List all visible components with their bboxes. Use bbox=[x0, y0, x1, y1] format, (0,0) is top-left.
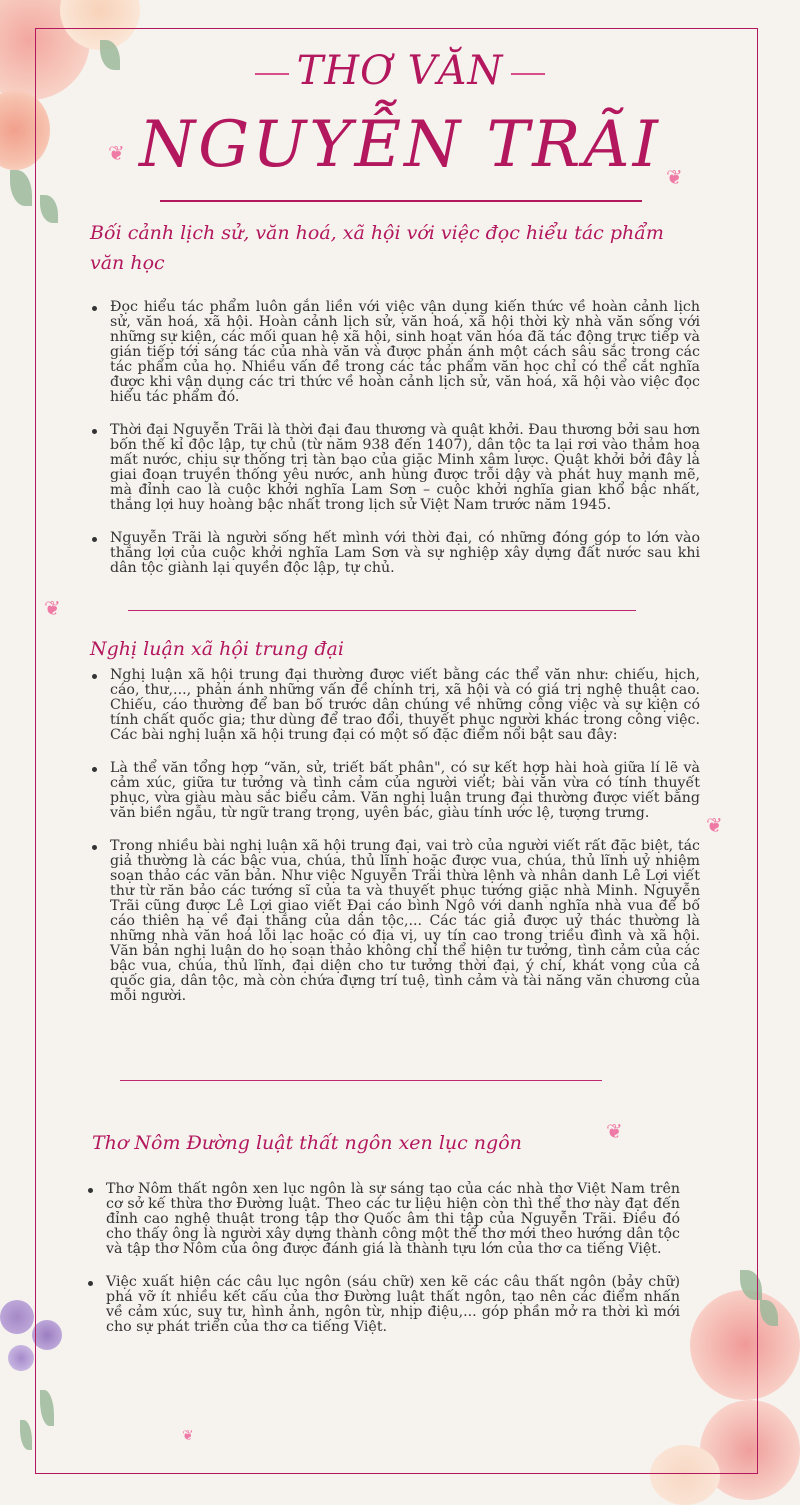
butterfly-icon: ❦ bbox=[706, 813, 723, 837]
section-poetry-list bbox=[84, 1182, 680, 1353]
page-title: NGUYỄN TRÃI bbox=[139, 108, 661, 182]
section-divider bbox=[120, 1080, 602, 1081]
butterfly-icon: ❦ bbox=[108, 141, 125, 165]
list-item: Nguyễn Trãi là người sống hết mình với thời đại, có những đóng góp to lớn vào thắng lợi của cuộc khởi nghĩa Lam Sơn và sự nghiệp xây dựng đất nước sau khi dân tộc giành lại quyền độc lập, tự chủ. bbox=[88, 531, 700, 576]
title-divider bbox=[160, 200, 642, 202]
list-item: Thời đại Nguyễn Trãi là thời đại đau thương và quật khởi. Đau thương bởi sau hơn bốn thế kỉ độc lập, tự chủ (từ năm 938 đến 1407), dân tộc ta lại rơi vào thảm hoạ mất nước, chịu sự thống trị tàn bạo của giặc Minh xâm lược. Quật khởi bởi đây là giai đoạn truyền thống yêu nước, anh hùng được trỗi dậy và phát huy mạnh mẽ, mà đỉnh cao là cuộc khởi nghĩa Lam Sơn – cuộc khởi nghĩa gian khổ bậc nhất, thắng lợi huy hoàng bậc nhất trong lịch sử Việt Nam trước năm 1945. bbox=[88, 423, 700, 513]
butterfly-icon: ❦ bbox=[44, 596, 61, 620]
list-item: Nghị luận xã hội trung đại thường được viết bằng các thể văn như: chiếu, hịch, cáo, thư,..., phản ánh những vấn đề chính trị, xã hội và có giá trị nghệ thuật cao. Chiếu, cáo thường để ban bố trước dân chúng về những công việc và sự kiện có tính chất quốc gia; thư dùng để trao đổi, thuyết phục người khác trong công việc. Các bài nghị luận xã hội trung đại có một số đặc điểm nổi bật sau đây: bbox=[88, 668, 700, 743]
list-item: Trong nhiều bài nghị luận xã hội trung đại, vai trò của người viết rất đặc biệt, tác giả thường là các bậc vua, chúa, thủ lĩnh hoặc được vua, chúa, thủ lĩnh uỷ nhiệm soạn thảo các văn bản. Như việc Nguyễn Trãi thừa lệnh và nhân danh Lê Lợi viết thư từ răn bảo các tướng sĩ của ta và thuyết phục tướng giặc nhà Minh. Nguyễn Trãi cũng được Lê Lợi giao viết Đại cáo bình Ngô với danh nghĩa nhà vua để bố cáo thiên hạ về đại thắng của dân tộc,... Các tác giả được uỷ thác thường là những nhà văn hoá lỗi lạc hoặc có địa vị, uy tín cao trong triều đình và xã hội. Văn bản nghị luận do họ soạn thảo không chỉ thể hiện tư tưởng, tình cảm của các bậc vua, chúa, thủ lĩnh, đại diện cho tư tưởng thời đại, ý chí, khát vọng của cả quốc gia, dân tộc, mà còn chứa đựng trí tuệ, tình cảm và tài năng văn chương của mỗi người. bbox=[88, 839, 700, 1004]
list-item: Thơ Nôm thất ngôn xen lục ngôn là sự sáng tạo của các nhà thơ Việt Nam trên cơ sở kế thừa thơ Đường luật. Theo các tư liệu hiện còn thì thể thơ này đạt đến đỉnh cao nghệ thuật trong tập thơ Quốc âm thi tập của Nguyễn Trãi. Điều đó cho thấy ông là người xây dựng thành công một thể thơ mới theo hướng dân tộc và tập thơ Nôm của ông được đánh giá là thành tựu lớn của thơ ca tiếng Việt. bbox=[84, 1182, 680, 1257]
section-divider bbox=[128, 610, 636, 611]
butterfly-icon: ❦ bbox=[182, 1428, 194, 1444]
section-heading-poetry: Thơ Nôm Đường luật thất ngôn xen lục ngôn bbox=[92, 1132, 522, 1154]
butterfly-icon: ❦ bbox=[606, 1119, 623, 1143]
butterfly-icon: ❦ bbox=[666, 165, 683, 189]
section-heading-essay: Nghị luận xã hội trung đại bbox=[90, 638, 344, 660]
title-line-1: THƠ VĂN bbox=[0, 48, 800, 94]
list-item: Là thể văn tổng hợp “văn, sử, triết bất phân", có sự kết hợp hài hoà giữa lí lẽ và cảm xúc, giữa tư tưởng và tình cảm của người viết; bài văn vừa có tính thuyết phục, vừa giàu màu sắc biểu cảm. Văn nghị luận trung đại thường được viết bằng văn biền ngẫu, từ ngữ trang trọng, uyên bác, giàu tính ước lệ, tượng trưng. bbox=[88, 761, 700, 821]
section-essay-list bbox=[88, 668, 700, 1022]
list-item: Việc xuất hiện các câu lục ngôn (sáu chữ) xen kẽ các câu thất ngôn (bảy chữ) phá vỡ ít nhiều kết cấu của thơ Đường luật thất ngôn, tạo nên các điểm nhấn về cảm xúc, suy tư, hình ảnh, ngôn từ, nhịp điệu,... góp phần mở ra thời kì mới cho sự phát triển của thơ ca tiếng Việt. bbox=[84, 1275, 680, 1335]
section-heading-context: Bối cảnh lịch sử, văn hoá, xã hội với việc đọc hiểu tác phẩm văn học bbox=[90, 222, 664, 274]
section-context-list bbox=[88, 300, 700, 594]
list-item: Đọc hiểu tác phẩm luôn gắn liền với việc vận dụng kiến thức về hoàn cảnh lịch sử, văn hoá, xã hội. Hoàn cảnh lịch sử, văn hoá, xã hội thời kỳ nhà văn sống với những sự kiện, các mối quan hệ xã hội, sinh hoạt văn hóa đã tác động trực tiếp và gián tiếp tới sáng tác của nhà văn và được phản ánh một cách sâu sắc trong các tác phẩm của họ. Nhiều vấn đề trong các tác phẩm văn học chỉ có thể cắt nghĩa được khi vận dụng các tri thức về hoàn cảnh lịch sử, văn hoá, xã hội vào việc đọc hiểu tác phẩm đó. bbox=[88, 300, 700, 405]
